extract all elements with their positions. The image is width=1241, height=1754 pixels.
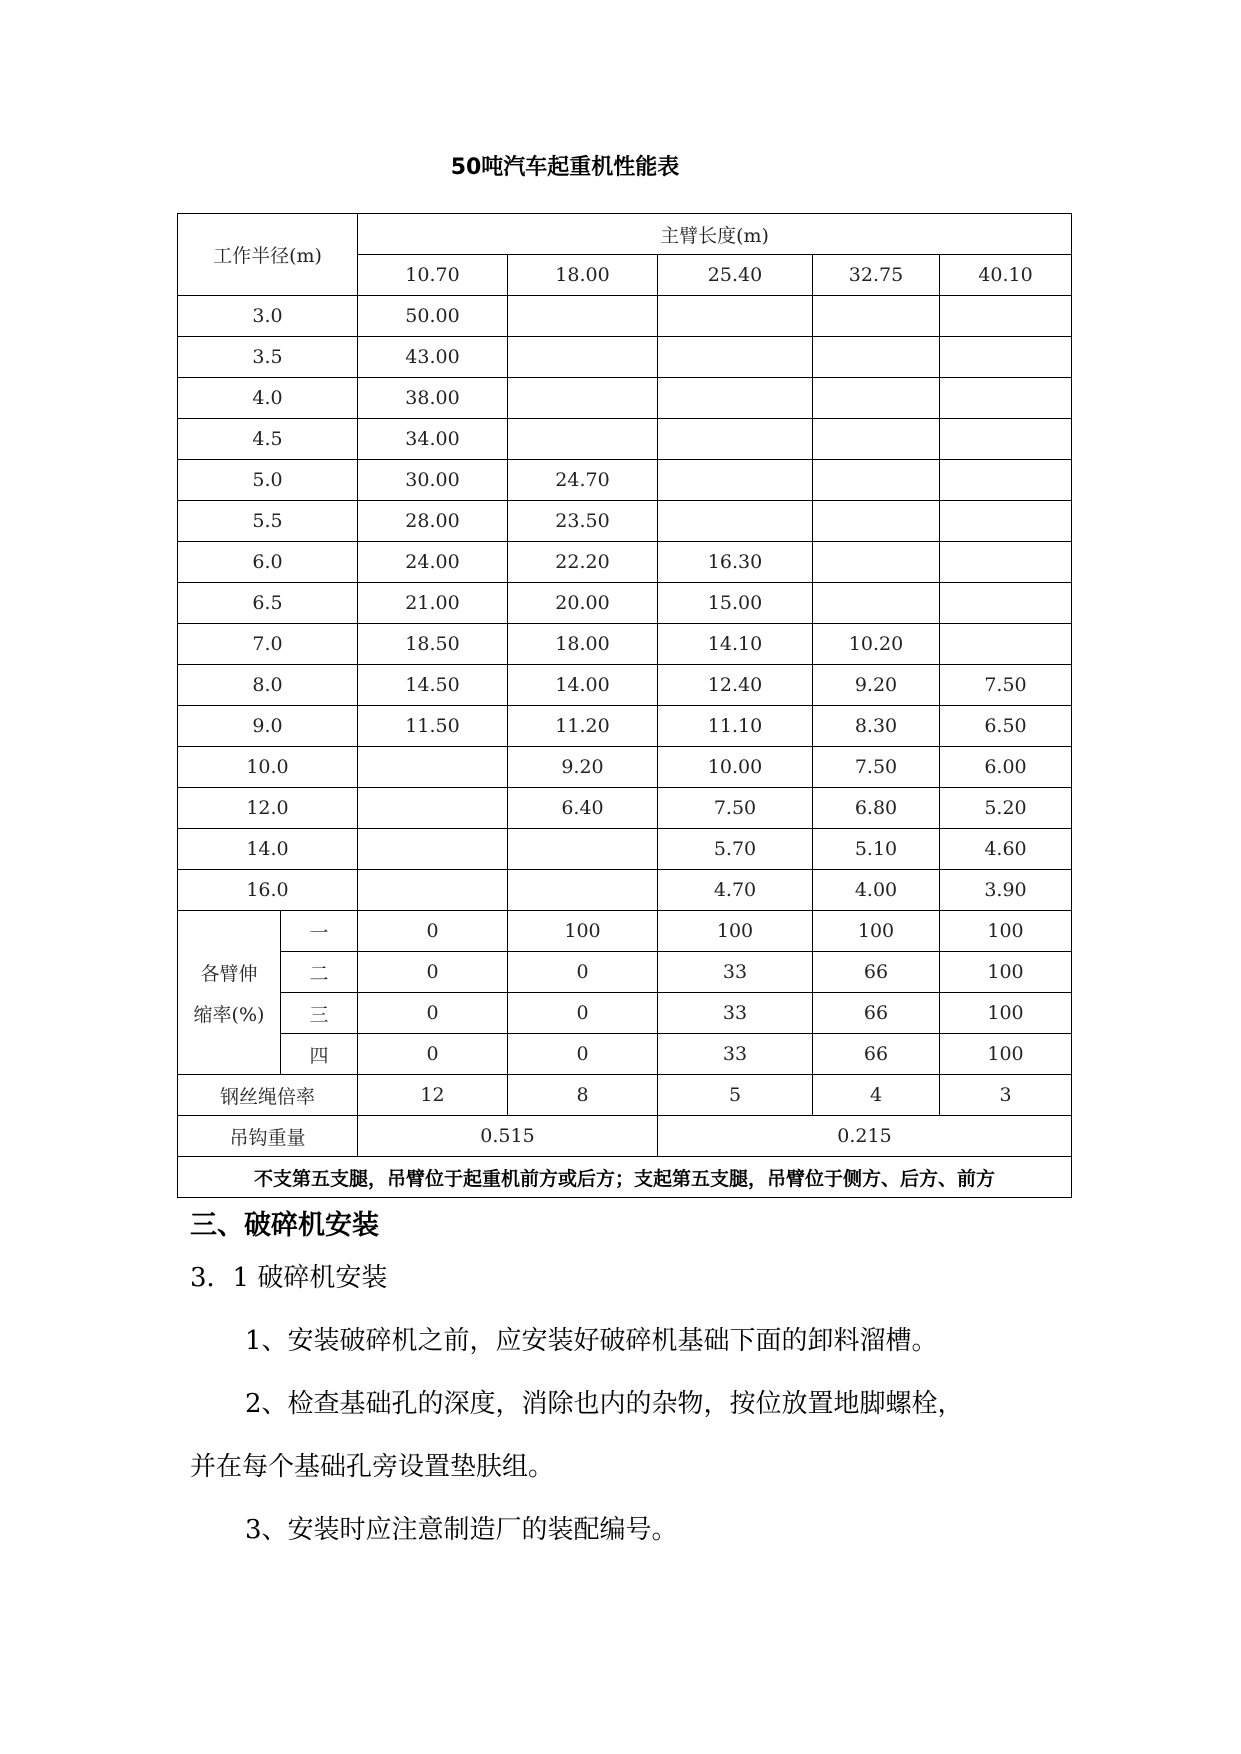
capacity-cell: 10.00 [658, 747, 813, 788]
capacity-cell [813, 419, 940, 460]
table-row [178, 583, 1072, 624]
capacity-cell [508, 870, 658, 911]
capacity-cell: 9.20 [813, 665, 940, 706]
extension-value-cell: 100 [508, 911, 658, 952]
capacity-cell: 11.20 [508, 706, 658, 747]
extension-value-cell: 66 [813, 952, 940, 993]
capacity-cell: 5.20 [940, 788, 1072, 829]
table-row [178, 296, 1072, 337]
capacity-cell: 7.50 [813, 747, 940, 788]
radius-cell: 9.0 [178, 706, 358, 747]
capacity-cell [658, 501, 813, 542]
capacity-cell: 16.30 [658, 542, 813, 583]
table-row [178, 870, 1072, 911]
capacity-cell: 18.50 [358, 624, 508, 665]
section-heading: 三、破碎机安装 [190, 1210, 379, 1241]
hook-weight-cell: 0.215 [658, 1116, 1072, 1157]
extension-row [178, 952, 1072, 993]
table-row [178, 706, 1072, 747]
hook-weight-row [178, 1116, 1072, 1157]
extension-value-cell: 66 [813, 1034, 940, 1075]
capacity-cell: 12.40 [658, 665, 813, 706]
extension-value-cell: 33 [658, 993, 813, 1034]
extension-value-cell: 100 [658, 911, 813, 952]
rope-ratio-cell: 12 [358, 1075, 508, 1116]
extension-value-cell: 100 [940, 993, 1072, 1034]
capacity-cell: 43.00 [358, 337, 508, 378]
capacity-cell: 6.40 [508, 788, 658, 829]
capacity-cell: 24.70 [508, 460, 658, 501]
capacity-cell: 4.60 [940, 829, 1072, 870]
boom-length-cell: 10.70 [358, 255, 508, 296]
radius-header: 工作半径(m) [178, 214, 358, 296]
boom-length-cell: 40.10 [940, 255, 1072, 296]
capacity-cell: 11.10 [658, 706, 813, 747]
rope-ratio-cell: 4 [813, 1075, 940, 1116]
table-row [178, 337, 1072, 378]
capacity-cell: 21.00 [358, 583, 508, 624]
radius-cell: 16.0 [178, 870, 358, 911]
capacity-cell: 24.00 [358, 542, 508, 583]
note-row [178, 1157, 1072, 1198]
capacity-cell: 7.50 [658, 788, 813, 829]
extension-value-cell: 0 [358, 1034, 508, 1075]
capacity-cell: 9.20 [508, 747, 658, 788]
extension-label-line: 缩率(%) [193, 1003, 265, 1026]
radius-cell: 6.5 [178, 583, 358, 624]
capacity-cell [658, 337, 813, 378]
capacity-cell [358, 788, 508, 829]
table-row [178, 542, 1072, 583]
capacity-cell [940, 624, 1072, 665]
paragraph: 1、安装破碎机之前，应安装好破碎机基础下面的卸料溜槽。 [245, 1326, 938, 1356]
capacity-cell [813, 460, 940, 501]
capacity-cell [508, 337, 658, 378]
table-row [178, 501, 1072, 542]
capacity-cell: 18.00 [508, 624, 658, 665]
capacity-cell [508, 829, 658, 870]
radius-cell: 3.5 [178, 337, 358, 378]
rope-ratio-cell: 8 [508, 1075, 658, 1116]
capacity-cell: 10.20 [813, 624, 940, 665]
capacity-cell: 22.20 [508, 542, 658, 583]
radius-cell: 5.5 [178, 501, 358, 542]
boom-length-header: 主臂长度(m) [358, 214, 1072, 255]
rope-ratio-cell: 5 [658, 1075, 813, 1116]
section-cell: 一 [281, 911, 358, 952]
table-title: 50吨汽车起重机性能表 [450, 155, 680, 180]
capacity-cell: 15.00 [658, 583, 813, 624]
capacity-cell [813, 542, 940, 583]
capacity-cell: 28.00 [358, 501, 508, 542]
table-row [178, 788, 1072, 829]
table-row [178, 747, 1072, 788]
radius-cell: 4.0 [178, 378, 358, 419]
capacity-cell: 6.50 [940, 706, 1072, 747]
capacity-cell [940, 419, 1072, 460]
hook-weight-cell: 0.515 [358, 1116, 658, 1157]
crane-performance-table [177, 213, 1072, 1198]
capacity-cell: 20.00 [508, 583, 658, 624]
radius-cell: 7.0 [178, 624, 358, 665]
capacity-cell [508, 378, 658, 419]
capacity-cell [658, 378, 813, 419]
capacity-cell: 3.90 [940, 870, 1072, 911]
capacity-cell [813, 501, 940, 542]
table-row [178, 665, 1072, 706]
capacity-cell [508, 296, 658, 337]
radius-cell: 5.0 [178, 460, 358, 501]
extension-label-line: 各臂伸 [200, 962, 258, 985]
extension-value-cell: 66 [813, 993, 940, 1034]
table-note: 不支第五支腿，吊臂位于起重机前方或后方；支起第五支腿，吊臂位于侧方、后方、前方 [178, 1157, 1072, 1198]
boom-length-cell: 32.75 [813, 255, 940, 296]
capacity-cell [940, 378, 1072, 419]
radius-cell: 12.0 [178, 788, 358, 829]
table-row [178, 419, 1072, 460]
extension-value-cell: 0 [358, 911, 508, 952]
capacity-cell [940, 583, 1072, 624]
capacity-cell [813, 583, 940, 624]
extension-value-cell: 0 [508, 952, 658, 993]
capacity-cell: 6.80 [813, 788, 940, 829]
boom-length-cell: 18.00 [508, 255, 658, 296]
capacity-cell: 14.10 [658, 624, 813, 665]
capacity-cell: 6.00 [940, 747, 1072, 788]
extension-row [178, 993, 1072, 1034]
paragraph: 2、检查基础孔的深度，消除也内的杂物，按位放置地脚螺栓， [245, 1389, 964, 1419]
extension-value-cell: 100 [940, 911, 1072, 952]
capacity-cell [813, 296, 940, 337]
radius-cell: 14.0 [178, 829, 358, 870]
capacity-cell: 7.50 [940, 665, 1072, 706]
extension-value-cell: 100 [813, 911, 940, 952]
radius-cell: 4.5 [178, 419, 358, 460]
capacity-cell: 14.50 [358, 665, 508, 706]
capacity-cell [940, 337, 1072, 378]
boom-length-cell: 25.40 [658, 255, 813, 296]
section-cell: 二 [281, 952, 358, 993]
extension-value-cell: 33 [658, 1034, 813, 1075]
radius-cell: 10.0 [178, 747, 358, 788]
extension-value-cell: 0 [508, 993, 658, 1034]
capacity-cell [940, 542, 1072, 583]
section-cell: 三 [281, 993, 358, 1034]
capacity-cell [658, 296, 813, 337]
capacity-cell [508, 419, 658, 460]
capacity-cell: 14.00 [508, 665, 658, 706]
extension-row [178, 911, 1072, 952]
rope-ratio-cell: 3 [940, 1075, 1072, 1116]
table-row [178, 460, 1072, 501]
capacity-cell [940, 460, 1072, 501]
section-cell: 四 [281, 1034, 358, 1075]
extension-row [178, 1034, 1072, 1075]
table-row [178, 829, 1072, 870]
extension-value-cell: 0 [358, 993, 508, 1034]
capacity-cell [940, 296, 1072, 337]
capacity-cell: 11.50 [358, 706, 508, 747]
capacity-cell: 5.70 [658, 829, 813, 870]
rope-ratio-label: 钢丝绳倍率 [178, 1075, 358, 1116]
capacity-cell [813, 378, 940, 419]
paragraph: 3、安装时应注意制造厂的装配编号。 [245, 1515, 678, 1545]
radius-cell: 6.0 [178, 542, 358, 583]
capacity-cell: 30.00 [358, 460, 508, 501]
extension-value-cell: 0 [508, 1034, 658, 1075]
subsection-heading: 3．1 破碎机安装 [190, 1263, 388, 1293]
table-row [178, 378, 1072, 419]
extension-value-cell: 100 [940, 952, 1072, 993]
capacity-cell [658, 460, 813, 501]
capacity-cell: 5.10 [813, 829, 940, 870]
capacity-cell: 8.30 [813, 706, 940, 747]
extension-value-cell: 33 [658, 952, 813, 993]
capacity-cell [940, 501, 1072, 542]
capacity-cell [658, 419, 813, 460]
hook-weight-label: 吊钩重量 [178, 1116, 358, 1157]
capacity-cell: 23.50 [508, 501, 658, 542]
radius-cell: 3.0 [178, 296, 358, 337]
capacity-cell [358, 870, 508, 911]
extension-label [178, 911, 281, 1075]
capacity-cell [813, 337, 940, 378]
rope-ratio-row [178, 1075, 1072, 1116]
table-row [178, 624, 1072, 665]
radius-cell: 8.0 [178, 665, 358, 706]
capacity-cell [358, 829, 508, 870]
capacity-cell: 34.00 [358, 419, 508, 460]
capacity-cell: 4.00 [813, 870, 940, 911]
capacity-cell [358, 747, 508, 788]
extension-value-cell: 0 [358, 952, 508, 993]
paragraph: 并在每个基础孔旁设置垫肤组。 [190, 1452, 555, 1482]
capacity-cell: 38.00 [358, 378, 508, 419]
capacity-cell: 4.70 [658, 870, 813, 911]
extension-value-cell: 100 [940, 1034, 1072, 1075]
capacity-cell: 50.00 [358, 296, 508, 337]
